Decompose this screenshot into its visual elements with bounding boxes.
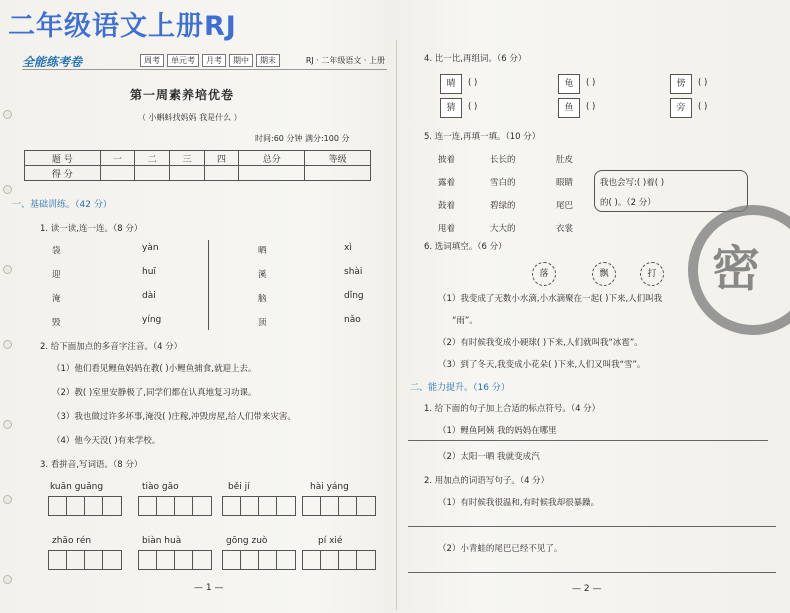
question: 4. 比一比,再组词。（6 分） xyxy=(424,54,527,64)
question: 1. 读一读,连一连。（8 分） xyxy=(40,224,143,234)
match-char: 袋 xyxy=(52,246,61,256)
question-line: （3）我也做过许多坏事,淹没( )庄稼,冲毁房屋,给人们带来灾害。 xyxy=(52,412,296,422)
brand-logo: 全能练考卷 xyxy=(22,55,83,69)
paper-title: 第一周素养培优卷 xyxy=(130,88,235,102)
brand-tab: 期中 xyxy=(229,54,253,67)
match-word: 眼睛 xyxy=(556,178,574,188)
match-word: 鼓着 xyxy=(438,201,456,211)
match-word: 衣裳 xyxy=(556,224,574,234)
page-number: — 1 — xyxy=(194,583,224,593)
match-pinyin: yíng xyxy=(142,315,162,325)
brand-header xyxy=(22,53,387,70)
match-pinyin: dǐng xyxy=(344,291,364,301)
blank[interactable]: ( ) xyxy=(698,78,708,88)
table-cell[interactable] xyxy=(305,166,371,181)
table-cell: 题 号 xyxy=(25,151,101,166)
char-box: 晴 xyxy=(440,74,462,94)
match-word: 雪白的 xyxy=(490,178,516,188)
brand-tabs xyxy=(140,54,280,67)
score-table xyxy=(24,150,371,181)
answer-line[interactable] xyxy=(408,440,768,441)
question-line: （2）有时候我变成小硬球( )下来,人们就叫我“冰雹”。 xyxy=(438,338,643,348)
binding-hole xyxy=(3,495,12,504)
question-line: （1）我变成了无数小水滴,小水滴聚在一起( )下来,人们叫我 xyxy=(438,294,663,304)
table-cell[interactable] xyxy=(204,166,239,181)
word-flower: 打 xyxy=(640,262,664,286)
binding-hole xyxy=(3,420,12,429)
paper-meta: 时间:60 分钟 满分:100 分 xyxy=(255,134,350,143)
question: 1. 给下面的句子加上合适的标点符号。（4 分） xyxy=(424,404,601,414)
writing-grid[interactable] xyxy=(48,550,122,570)
match-char: 溪 xyxy=(258,270,267,280)
pinyin-label: gōng zuò xyxy=(226,536,268,546)
blank[interactable]: ( ) xyxy=(468,102,478,112)
match-char: 晒 xyxy=(258,246,267,256)
pinyin-label: hài yáng xyxy=(310,482,349,492)
table-cell[interactable] xyxy=(170,166,205,181)
pinyin-label: pí xié xyxy=(318,536,343,546)
question-line: （2）小青蛙的尾巴已经不见了。 xyxy=(438,544,563,554)
pinyin-label: tiào gāo xyxy=(142,482,179,492)
match-word: 披着 xyxy=(438,155,456,165)
match-char: 顶 xyxy=(258,318,267,328)
blank[interactable]: ( ) xyxy=(586,102,596,112)
match-pinyin: shài xyxy=(344,267,363,277)
match-word: 长长的 xyxy=(490,155,516,165)
writing-grid[interactable] xyxy=(138,550,212,570)
blank[interactable]: ( ) xyxy=(586,78,596,88)
match-word: 大大的 xyxy=(490,224,516,234)
table-cell[interactable] xyxy=(239,166,305,181)
table-cell: 四 xyxy=(204,151,239,166)
table-cell: 得 分 xyxy=(25,166,101,181)
column-divider xyxy=(208,240,209,330)
overlay-title: 二年级语文上册RJ xyxy=(8,11,237,42)
question: 2. 用加点的词语写句子。（4 分） xyxy=(424,476,550,486)
char-box: 傍 xyxy=(670,74,692,94)
question-line: （2）教( )室里安静极了,同学们都在认真地复习功课。 xyxy=(52,388,257,398)
table-cell[interactable] xyxy=(135,166,170,181)
match-word: 尾巴 xyxy=(556,201,574,211)
match-char: 脑 xyxy=(258,294,267,304)
writing-grid[interactable] xyxy=(48,496,122,516)
table-cell: 一 xyxy=(100,151,135,166)
question-line: （3）到了冬天,我变成小花朵( )下来,人们又叫我“雪”。 xyxy=(438,360,646,370)
writing-grid[interactable] xyxy=(222,496,296,516)
fill-line[interactable]: 的( )。（2 分） xyxy=(600,198,656,208)
table-cell: 等级 xyxy=(305,151,371,166)
section-heading: 一、基础训练。（42 分） xyxy=(12,200,112,210)
question-line[interactable]: （2）太阳一晒 我就变成汽 xyxy=(438,452,540,462)
word-flower: 落 xyxy=(532,262,556,286)
question-line: （1）有时候我很温和,有时候我却很暴躁。 xyxy=(438,498,600,508)
char-box: 鱼 xyxy=(558,98,580,118)
binding-hole xyxy=(3,110,12,119)
binding-hole xyxy=(3,185,12,194)
match-char: 淹 xyxy=(52,294,61,304)
match-word: 甩着 xyxy=(438,224,456,234)
question: 5. 连一连,再填一填。（10 分） xyxy=(424,132,541,142)
binding-hole xyxy=(3,575,12,584)
brand-tab: 单元考 xyxy=(167,54,199,67)
question-line: （1）他们看见鲤鱼妈妈在教( )小鲤鱼捕食,就迎上去。 xyxy=(52,364,257,374)
char-box: 龟 xyxy=(558,74,580,94)
match-word: 露着 xyxy=(438,178,456,188)
page-divider xyxy=(396,40,397,610)
match-word: 肚皮 xyxy=(556,155,574,165)
match-char: 迎 xyxy=(52,270,61,280)
table-cell: 总分 xyxy=(239,151,305,166)
question-line[interactable]: （1）鲤鱼阿姨 我的妈妈在哪里 xyxy=(438,426,557,436)
blank[interactable]: ( ) xyxy=(468,78,478,88)
table-row xyxy=(25,166,371,181)
table-cell: 三 xyxy=(170,151,205,166)
confidential-stamp-text: 密 xyxy=(712,241,761,297)
brand-tab: 周考 xyxy=(140,54,164,67)
page-number: — 2 — xyxy=(572,584,602,594)
match-pinyin: huī xyxy=(142,267,156,277)
match-pinyin: dài xyxy=(142,291,156,301)
binding-hole xyxy=(3,265,12,274)
answer-line[interactable] xyxy=(408,572,776,573)
match-pinyin: yàn xyxy=(142,243,159,253)
table-cell[interactable] xyxy=(100,166,135,181)
pinyin-label: kuān guǎng xyxy=(50,482,104,492)
writing-grid[interactable] xyxy=(302,496,376,516)
table-cell: 二 xyxy=(135,151,170,166)
section-heading: 二、能力提升。（16 分） xyxy=(410,383,510,393)
question: 2. 给下面加点的多音字注音。（4 分） xyxy=(40,342,183,352)
pinyin-label: běi jí xyxy=(228,482,250,492)
match-pinyin: nǎo xyxy=(344,315,361,325)
word-flower: 飘 xyxy=(592,262,616,286)
writing-grid[interactable] xyxy=(138,496,212,516)
blank[interactable]: ( ) xyxy=(698,102,708,112)
binding-hole xyxy=(3,340,12,349)
brand-tab: 月考 xyxy=(202,54,226,67)
pinyin-label: biàn huà xyxy=(142,536,182,546)
question-line: （4）他今天没( )有来学校。 xyxy=(52,436,161,446)
question: 6. 选词填空。（6 分） xyxy=(424,242,507,252)
writing-grid[interactable] xyxy=(302,550,376,570)
match-word: 碧绿的 xyxy=(490,201,516,211)
brand-tab: 期末 xyxy=(256,54,280,67)
writing-grid[interactable] xyxy=(222,550,296,570)
answer-line[interactable] xyxy=(408,526,776,527)
question-line: “雨”。 xyxy=(452,316,478,326)
paper-subtitle: （ 小蝌蚪找妈妈 我是什么 ） xyxy=(138,113,242,122)
binding-holes xyxy=(0,40,14,613)
question: 3. 看拼音,写词语。（8 分） xyxy=(40,460,143,470)
fill-line[interactable]: 我也会写:( )着( ) xyxy=(600,178,665,188)
char-box: 猜 xyxy=(440,98,462,118)
char-box: 旁 xyxy=(670,98,692,118)
brand-subject: RJ · 二年级语文 · 上册 xyxy=(305,56,385,65)
match-char: 毁 xyxy=(52,318,61,328)
pinyin-label: zhāo rén xyxy=(52,536,92,546)
match-pinyin: xì xyxy=(344,243,352,253)
table-row xyxy=(25,151,371,166)
